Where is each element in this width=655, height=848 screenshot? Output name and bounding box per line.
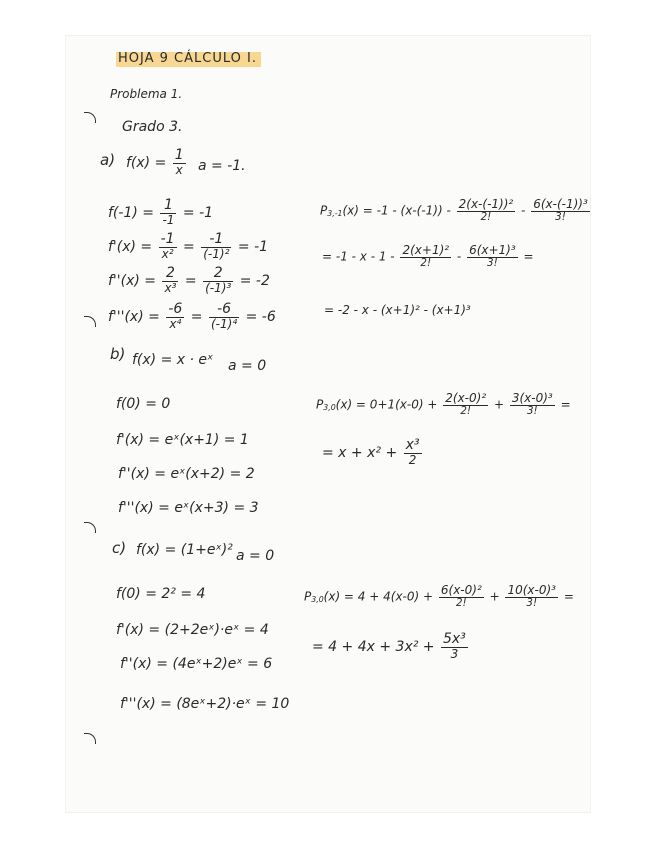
part-a-point: a = -1. xyxy=(198,158,246,174)
operator: = xyxy=(563,589,574,604)
expr-lhs: = 4 + 4x + 3x² + xyxy=(312,638,435,655)
part-b-f0: f(0) = 0 xyxy=(116,396,171,412)
fraction-numerator: 1 xyxy=(174,147,184,163)
fraction-denominator: 3! xyxy=(555,211,566,224)
expr-fraction xyxy=(443,392,488,418)
part-a-f3: f'''(x) = $\frac{-6}{\text{x⁴}}$ = $\frac{-6}{\text{(-1)⁴}}$ = -6 xyxy=(108,301,276,332)
expr-fraction xyxy=(510,392,555,418)
expr-lhs: (x) = 4 + 4(x-0) + xyxy=(323,589,434,604)
fraction-denominator: (-1)³ xyxy=(205,281,232,296)
page-title: HOJA 9 CÁLCULO I. xyxy=(116,52,261,67)
expr-rhs: = -6 xyxy=(245,308,276,325)
expr-lhs: (x) = 0+1(x-0) + xyxy=(335,397,438,412)
part-b-point: a = 0 xyxy=(228,358,267,374)
operator: - xyxy=(456,249,462,264)
fraction-numerator: x³ xyxy=(405,437,420,453)
part-b-taylor-line-1 xyxy=(316,392,571,418)
expr-fraction xyxy=(209,302,239,332)
fraction-denominator: (-1)⁴ xyxy=(210,317,238,332)
expr-lhs: = -1 - x - 1 - xyxy=(322,249,395,264)
polynomial-subscript: 3,0 xyxy=(311,595,324,605)
function-lhs: f(x) = xyxy=(126,154,167,171)
expr-rhs: = -1 xyxy=(182,204,214,221)
operator: = xyxy=(560,397,571,412)
part-b-function: f(x) = x · eˣ xyxy=(132,352,214,368)
expr-lhs: f(-1) = xyxy=(108,204,154,221)
part-c-taylor-line-1 xyxy=(304,584,574,610)
fraction-numerator: 2(x+1)² xyxy=(402,243,450,257)
polynomial-subscript: 3,0 xyxy=(323,403,336,413)
part-c-f2: f''(x) = (4eˣ+2)eˣ = 6 xyxy=(120,656,273,672)
part-c-taylor-line-2 xyxy=(312,632,470,662)
fraction-numerator: 3(x-0)³ xyxy=(511,391,553,405)
expr-fraction xyxy=(404,438,422,468)
part-b-f2: f''(x) = eˣ(x+2) = 2 xyxy=(118,466,255,482)
part-c-f3: f'''(x) = (8eˣ+2)·eˣ = 10 xyxy=(120,696,290,712)
fraction-numerator: -1 xyxy=(201,232,231,248)
polynomial-subscript: 3,-1 xyxy=(327,209,343,219)
operator: - xyxy=(521,203,526,218)
fraction-numerator: -1 xyxy=(160,231,175,247)
polynomial-symbol: P xyxy=(320,203,328,218)
part-c-point: a = 0 xyxy=(236,548,275,564)
part-a-label: a) xyxy=(100,151,116,169)
operator: = xyxy=(523,249,534,264)
fraction-numerator: 2 xyxy=(162,266,178,282)
fraction-denominator: x xyxy=(175,163,183,178)
fraction-denominator: 2! xyxy=(455,597,467,610)
fraction-denominator: 3! xyxy=(526,597,538,610)
fraction-numerator: -6 xyxy=(209,302,239,318)
function-fraction xyxy=(173,148,186,178)
fraction-numerator: 1 xyxy=(160,198,176,214)
expr-rhs: = -2 xyxy=(239,272,270,289)
fraction-denominator: 3 xyxy=(450,647,459,662)
fraction-numerator: 6(x+1)³ xyxy=(469,243,516,257)
fraction-denominator: (-1)² xyxy=(203,247,230,262)
expr-fraction xyxy=(159,232,177,262)
part-c-f1: f'(x) = (2+2eˣ)·eˣ = 4 xyxy=(116,622,269,638)
fraction-denominator: 3! xyxy=(487,257,498,270)
part-a-function xyxy=(126,148,188,178)
fraction-numerator: 10(x-0)³ xyxy=(507,583,556,597)
problem-heading: Problema 1. xyxy=(110,87,183,101)
expr-fraction xyxy=(162,266,178,296)
part-a-taylor-line-1 xyxy=(320,198,592,224)
part-c-label: c) xyxy=(112,539,127,557)
fraction-denominator: 2! xyxy=(460,405,472,418)
fraction-denominator: 2! xyxy=(420,257,432,270)
part-a-f2: f''(x) = $\frac{2}{\text{x³}}$ = $\frac{2}{\text{(-1)³}}$ = -2 xyxy=(108,265,270,296)
part-b-f3: f'''(x) = eˣ(x+3) = 3 xyxy=(118,500,259,516)
polynomial-symbol: P xyxy=(304,589,312,604)
expr-fraction xyxy=(505,584,558,610)
expr-fraction xyxy=(400,244,451,270)
fraction-numerator: 6(x-(-1))³ xyxy=(533,197,588,211)
fraction-numerator: 5x³ xyxy=(442,631,466,647)
part-b-label: b) xyxy=(110,345,126,363)
fraction-numerator: 2 xyxy=(203,266,233,282)
expr-fraction xyxy=(441,632,468,662)
expr-fraction xyxy=(203,266,233,296)
operator: + xyxy=(493,397,505,412)
fraction-numerator: 2(x-(-1))² xyxy=(458,197,514,211)
part-b-taylor-line-2 xyxy=(322,438,424,468)
fraction-denominator: x⁴ xyxy=(169,317,182,332)
part-a-f1: f'(x) = $\frac{-1}{\text{x²}}$ = $\frac{-1}{\text{(-1)²}}$ = -1 xyxy=(108,231,269,262)
expr-fraction xyxy=(439,584,484,610)
expr-lhs: f''(x) = xyxy=(108,272,157,289)
part-a-taylor-line-2 xyxy=(322,244,534,270)
fraction-denominator: 2! xyxy=(480,211,492,224)
fraction-numerator: 2(x-0)² xyxy=(445,391,487,405)
expr-lhs: f'''(x) = xyxy=(108,308,160,325)
expr-lhs: f'(x) = xyxy=(108,238,153,255)
expr-fraction xyxy=(166,302,184,332)
expr-fraction xyxy=(467,244,518,270)
degree-heading: Grado 3. xyxy=(122,119,183,135)
fraction-numerator: -6 xyxy=(168,301,183,317)
part-a-f0 xyxy=(108,198,213,228)
expr-rhs: = -1 xyxy=(237,238,269,255)
part-c-function: f(x) = (1+eˣ)² xyxy=(136,542,233,558)
expr-fraction xyxy=(160,198,176,228)
fraction-denominator: -1 xyxy=(162,213,175,228)
expr-fraction xyxy=(457,198,516,224)
part-c-f0: f(0) = 2² = 4 xyxy=(116,586,206,602)
fraction-denominator: 3! xyxy=(526,405,538,418)
fraction-denominator: x² xyxy=(161,247,174,262)
polynomial-symbol: P xyxy=(316,397,324,412)
part-b-f1: f'(x) = eˣ(x+1) = 1 xyxy=(116,432,249,448)
expr-fraction xyxy=(201,232,231,262)
expr-lhs: = x + x² + xyxy=(322,444,398,461)
expr-lhs: (x) = -1 - (x-(-1)) - xyxy=(342,203,451,218)
expr-fraction xyxy=(531,198,590,224)
fraction-denominator: 2 xyxy=(408,453,417,468)
fraction-numerator: 6(x-0)² xyxy=(440,583,482,597)
fraction-denominator: x³ xyxy=(164,281,177,296)
part-a-taylor-line-3: = -2 - x - (x+1)² - (x+1)³ xyxy=(324,303,471,317)
operator: + xyxy=(489,589,500,604)
